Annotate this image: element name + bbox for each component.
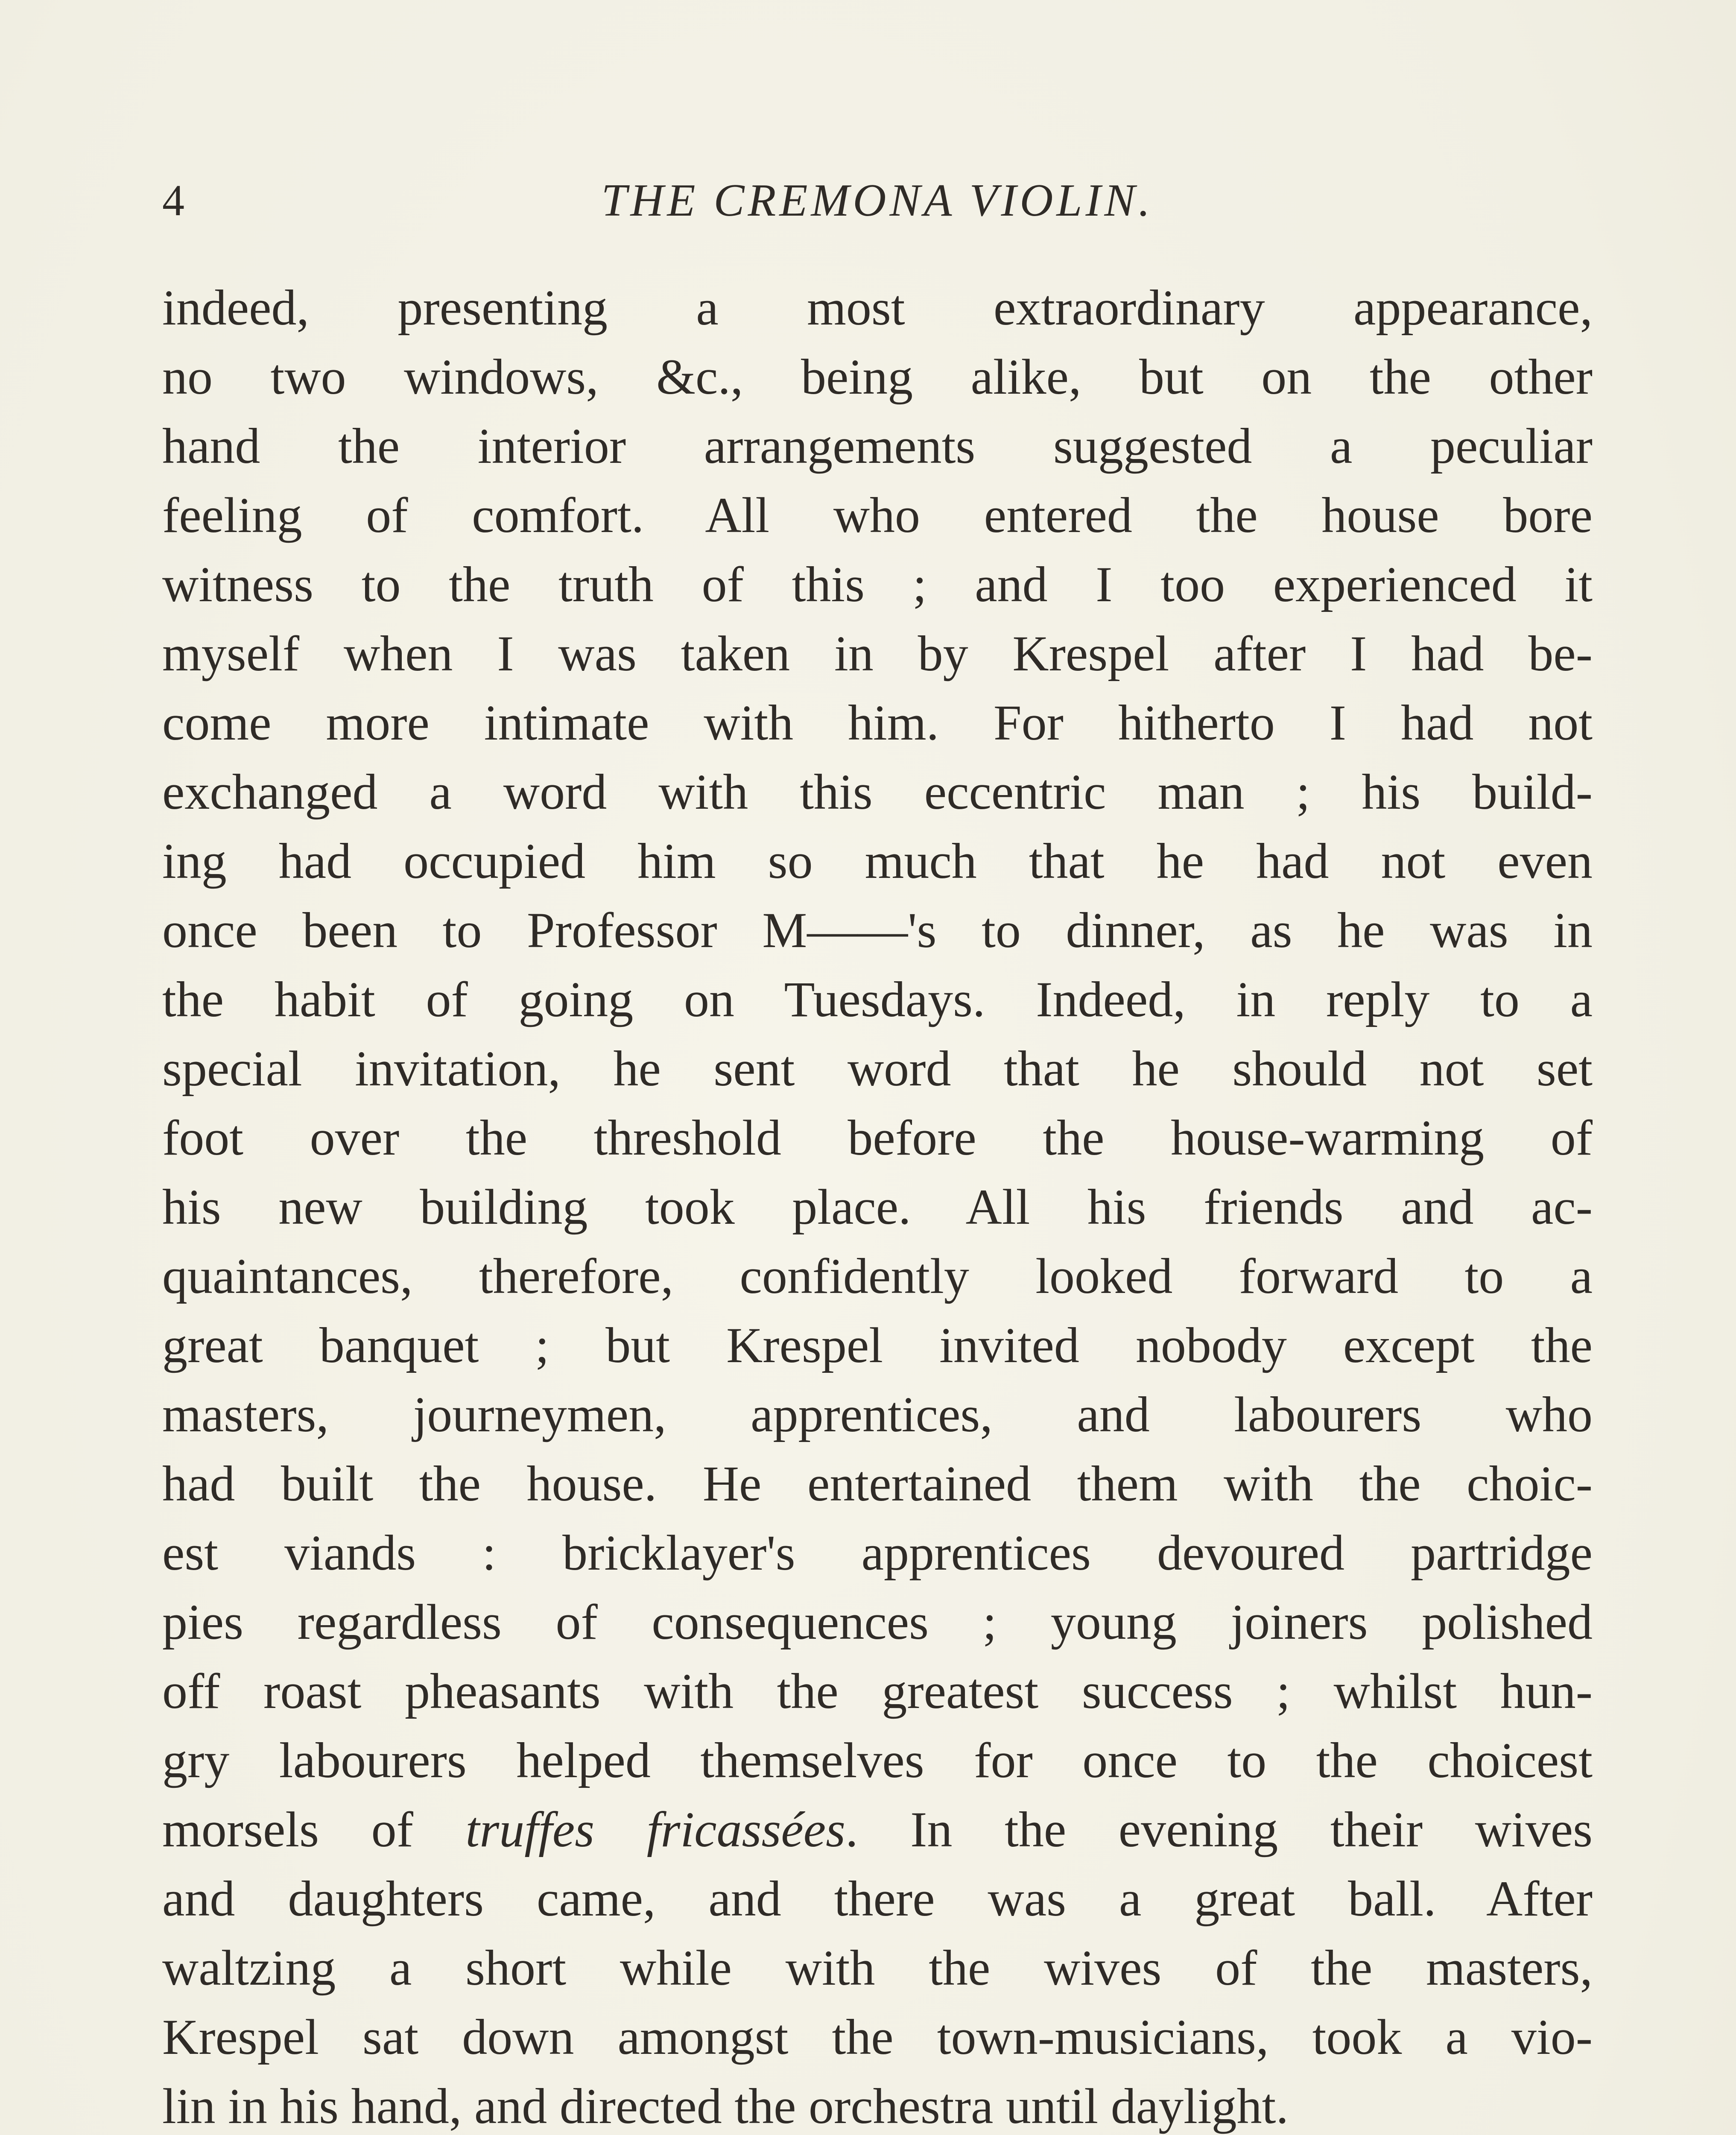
- text-line: exchanged a word with this eccentric man ; his build-: [162, 764, 1593, 820]
- text-line: waltzing a short while with the wives of the masters,: [162, 1940, 1593, 1996]
- text-line: indeed, presenting a most extraordinary appearance,: [162, 280, 1593, 336]
- text-line: witness to the truth of this ; and I too experienced it: [162, 556, 1593, 612]
- text-line: hand the interior arrangements suggested a peculiar: [162, 418, 1593, 474]
- text-line: lin in his hand, and directed the orchestra until daylight.: [162, 2078, 1289, 2134]
- text-line: est viands : bricklayer's apprentices devoured partridge: [162, 1525, 1593, 1581]
- text-line: off roast pheasants with the greatest success ; whilst hun-: [162, 1663, 1593, 1719]
- page-number: 4: [162, 176, 184, 225]
- text-line: special invitation, he sent word that he should not set: [162, 1041, 1593, 1097]
- text-line: morsels of truffes fricassées. In the evening their wives: [162, 1802, 1593, 1857]
- text-line: foot over the threshold before the house-warming of: [162, 1110, 1593, 1166]
- text-line: masters, journeymen, apprentices, and labourers who: [162, 1386, 1593, 1442]
- text-line: pies regardless of consequences ; young joiners polished: [162, 1594, 1593, 1650]
- text-line: and daughters came, and there was a great ball. After: [162, 1871, 1593, 1927]
- text-line: feeling of comfort. All who entered the house bore: [162, 487, 1593, 543]
- text-line: great banquet ; but Krespel invited nobody except the: [162, 1317, 1593, 1373]
- text-line: ing had occupied him so much that he had not even: [162, 833, 1593, 889]
- page-header: [162, 171, 1593, 231]
- paragraph: [162, 273, 1593, 2135]
- text-line: Krespel sat down amongst the town-musicians, took a vio-: [162, 2009, 1593, 2065]
- text-line: gry labourers helped themselves for once to the choicest: [162, 1732, 1593, 1788]
- text-line: the habit of going on Tuesdays. Indeed, in reply to a: [162, 971, 1593, 1027]
- body-text: [162, 273, 1593, 2135]
- running-title: THE CREMONA VIOLIN.: [601, 175, 1154, 226]
- text-line: myself when I was taken in by Krespel after I had be-: [162, 626, 1593, 681]
- italic-phrase: truffes fricassées: [465, 1802, 846, 1857]
- text-line: no two windows, &c., being alike, but on the other: [162, 349, 1593, 405]
- text-line: quaintances, therefore, confidently looked forward to a: [162, 1248, 1593, 1304]
- text-line: his new building took place. All his friends and ac-: [162, 1179, 1593, 1235]
- text-line: once been to Professor M——'s to dinner, as he was in: [162, 902, 1593, 958]
- text-line: come more intimate with him. For hitherto I had not: [162, 695, 1593, 751]
- text-line: had built the house. He entertained them with the choic-: [162, 1456, 1593, 1512]
